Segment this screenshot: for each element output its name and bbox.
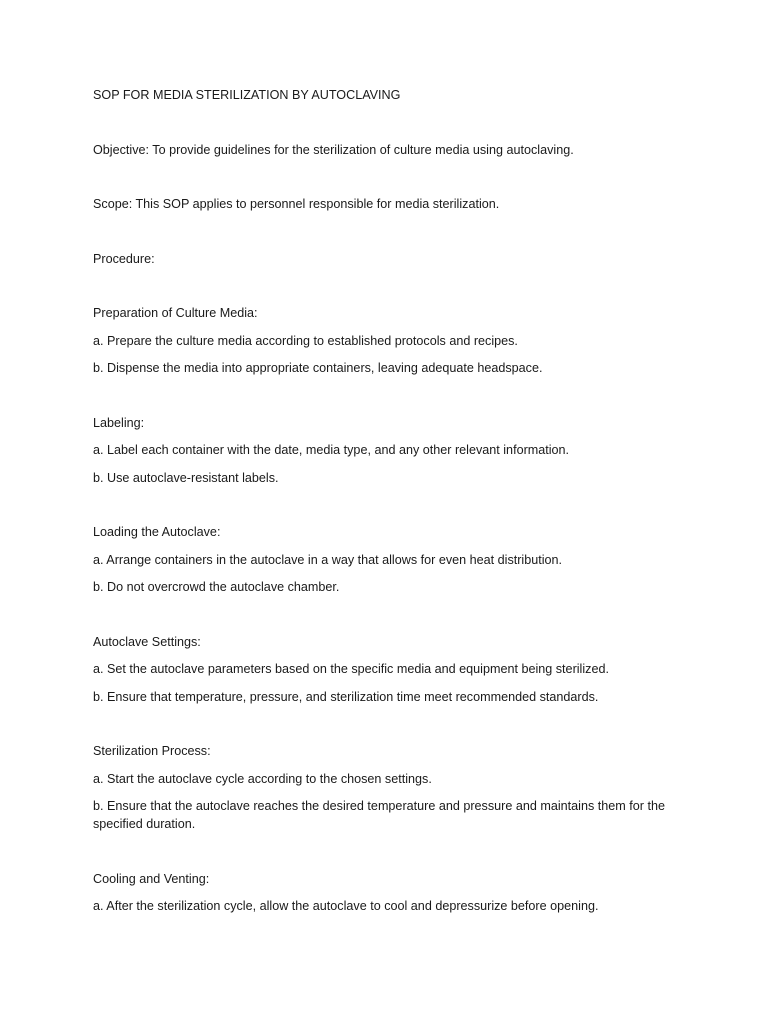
list-item: a. Arrange containers in the autoclave in a way that allows for even heat distribution. <box>93 553 563 567</box>
list-item: b. Dispense the media into appropriate containers, leaving adequate headspace. <box>93 361 543 375</box>
scope-text: Scope: This SOP applies to personnel responsible for media sterilization. <box>93 197 500 211</box>
list-item: b. Do not overcrowd the autoclave chamber. <box>93 580 340 594</box>
procedure-heading: Procedure: <box>93 252 155 266</box>
list-item: a. Prepare the culture media according to established protocols and recipes. <box>93 334 518 348</box>
section-heading-loading: Loading the Autoclave: <box>93 525 221 539</box>
list-item: b. Use autoclave-resistant labels. <box>93 471 279 485</box>
section-heading-cooling: Cooling and Venting: <box>93 872 210 886</box>
section-heading-preparation: Preparation of Culture Media: <box>93 306 258 320</box>
list-item: b. Ensure that temperature, pressure, and sterilization time meet recommended standards. <box>93 690 599 704</box>
section-heading-sterilization: Sterilization Process: <box>93 744 211 758</box>
objective-text: Objective: To provide guidelines for the sterilization of culture media using autoclaving. <box>93 143 574 157</box>
list-item: a. Set the autoclave parameters based on the specific media and equipment being sterilized. <box>93 662 609 676</box>
list-item: a. After the sterilization cycle, allow the autoclave to cool and depressurize before opening. <box>93 899 599 913</box>
document-title: SOP FOR MEDIA STERILIZATION BY AUTOCLAVING <box>93 88 401 102</box>
section-heading-settings: Autoclave Settings: <box>93 635 201 649</box>
list-item: a. Label each container with the date, media type, and any other relevant information. <box>93 443 570 457</box>
list-item: b. Ensure that the autoclave reaches the desired temperature and pressure and maintains them for the specified duration. <box>93 799 665 831</box>
section-heading-labeling: Labeling: <box>93 416 145 430</box>
list-item: a. Start the autoclave cycle according to the chosen settings. <box>93 772 432 786</box>
